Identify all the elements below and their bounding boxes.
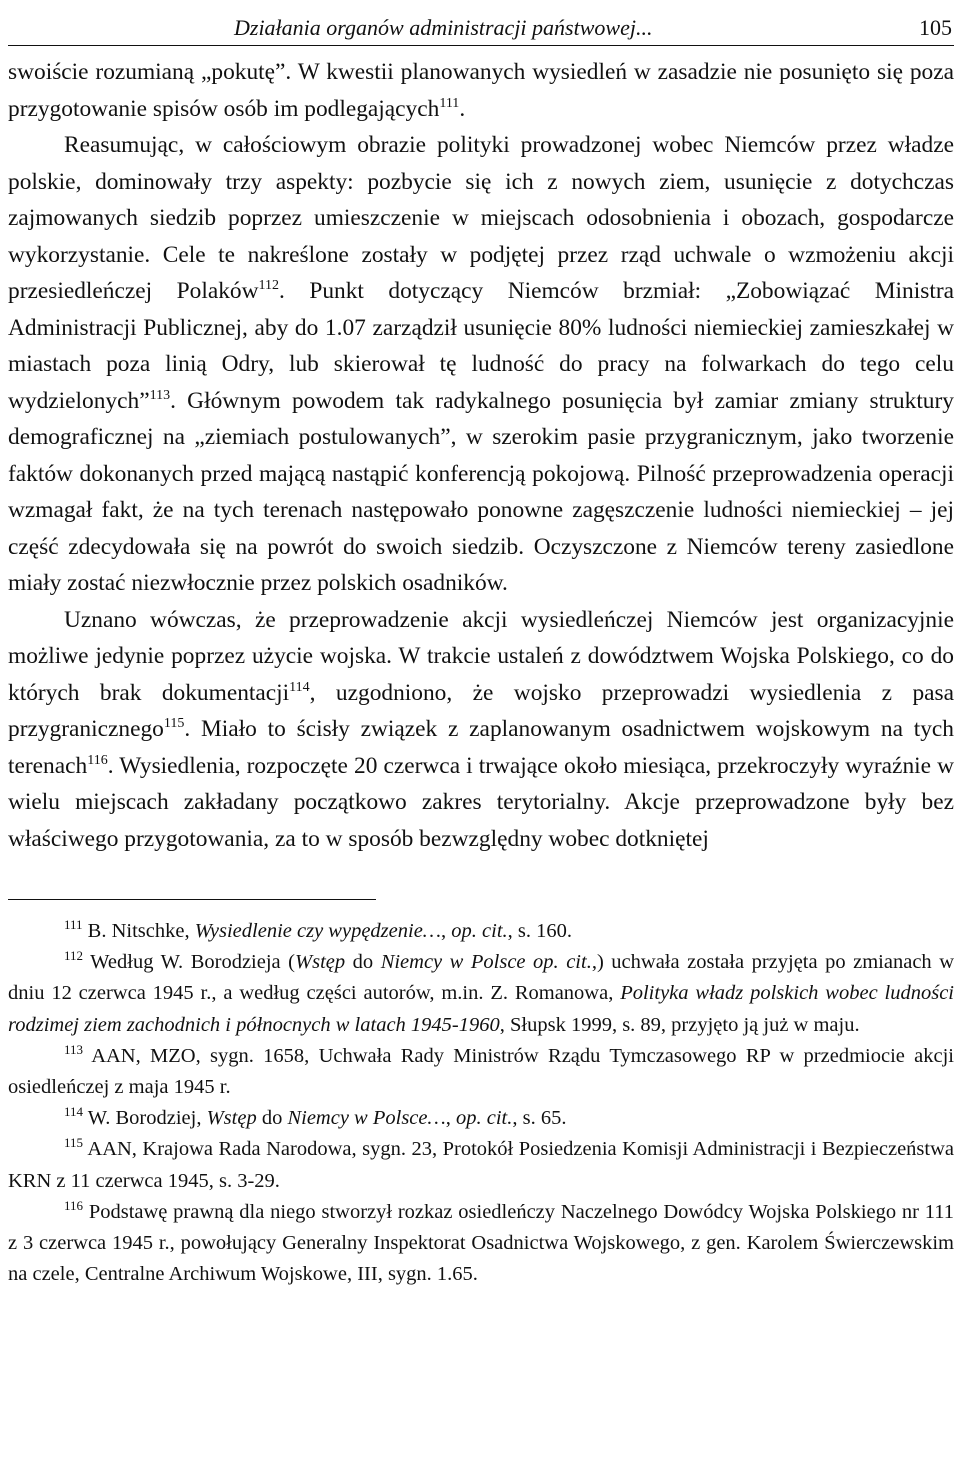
footnote-number: 112 xyxy=(64,948,84,964)
footnote-112 xyxy=(8,947,954,1041)
footnote-separator xyxy=(8,899,376,900)
footnotes xyxy=(8,916,954,1290)
footnote-114 xyxy=(8,1103,954,1134)
page-number: 105 xyxy=(919,15,952,40)
footnote-title: op. cit. xyxy=(455,1107,513,1130)
running-header xyxy=(8,0,954,46)
footnote-title: op. cit. xyxy=(451,920,508,942)
footnote-113 xyxy=(8,1041,954,1103)
main-text xyxy=(8,54,954,857)
paragraph-text: . Miało to ścisły związek z zaplanowanym osadnictwem wojskowym na tych terenach xyxy=(8,716,954,779)
footnote-title: Wysiedlenie czy wypędzenie… xyxy=(194,920,442,942)
footnote-text: AAN, MZO, sygn. 1658, Uchwała Rady Ministrów Rządu Tymczasowego RP w przedmiocie akcji osiedleńczej z maja 1945 r. xyxy=(8,1044,954,1099)
footnote-text: , s. 65. xyxy=(512,1107,567,1130)
footnote-text: , Słupsk 1999, s. 89, przyjęto ją już w maju. xyxy=(499,1013,860,1036)
footnote-title: Polityka władz polskich wobec ludności rodzimej ziem zachodnich i północnych w latach 1945-1960 xyxy=(8,982,955,1036)
footnote-text: Podstawę prawną dla niego stworzył rozkaz osiedleńczy Naczelnego Dowódcy Wojska Polskiego nr 111 z 3 czerwca 1945 r., powołujący Generalny Inspektorat Osadnictwa Wojskowego, z gen. Karolem Świerczewskim na czele, Centralne Archiwum Wojskowe, III, sygn. 1.65. xyxy=(8,1200,954,1286)
footnote-text: , s. 160. xyxy=(507,920,573,942)
paragraph-text: . Wysiedlenia, rozpoczęte 20 czerwca i trwające około miesiąca, przekroczyły wyraźnie w wielu miejscach zakładany początkowo zakres terytorialny. Akcje przeprowadzone były bez właściwego przygotowania, za to w sposób bezwzględny wobec dotkniętej xyxy=(8,752,954,852)
paragraph-text: . Głównym powodem tak radykalnego posunięcia był zamiar zmiany struktury demograficznej na „ziemiach postulowanych”, w szerokim pasie przygranicznym, jako tworzenie faktów dokonanych przed mającą nastąpić konferencją pokojową. Pilność przeprowadzenia operacji wzmagał fakt, że na tych terenach następowało ponowne zagęszczenie ludności niemieckiej – jej część zdecydowała się na powrót do swoich siedzib. Oczyszczone z Niemców tereny zasiedlone miały zostać niezwłocznie przez polskich osadników. xyxy=(8,387,954,596)
footnote-title: Wstęp xyxy=(295,951,346,974)
footnote-ref: 114 xyxy=(289,679,310,695)
footnote-title: Niemcy w Polsce… xyxy=(287,1107,446,1130)
paragraph-text: . Punkt dotyczący Niemców brzmiał: „Zobowiązać Ministra Administracji Publicznej, aby do 1.07 zarządził usunięcie 80% ludności niemieckiej zamieszkałej w miastach poza linią Odry, lub skierował tę ludność do pracy na folwarkach do tego celu wydzielonych” xyxy=(8,278,954,414)
paragraph-text: , uzgodniono, że wojsko przeprowadzi wysiedlenia z pasa przygranicznego xyxy=(8,679,955,742)
paragraph-text: Uznano wówczas, że przeprowadzenie akcji wysiedleńczej Niemców jest organizacyjnie możliwe jedynie poprzez użycie wojska. W trakcie ustaleń z dowództwem Wojska Polskiego, co do których brak dokumentacji xyxy=(8,606,954,706)
paragraph-text: Reasumując, w całościowym obrazie polityki prowadzonej wobec Niemców przez władze polskie, dominowały trzy aspekty: pozbycie się ich z nowych ziem, usunięcie z dotychczas zajmowanych siedzib poprzez umieszczenie w miejscach odosobnienia i obozach, gospodarcze wykorzystanie. Cele te nakreślone zostały w podjętej przez rząd uchwale o wzmożeniu akcji przesiedleńczej Polaków xyxy=(8,132,954,304)
paragraph-1 xyxy=(8,54,954,127)
footnote-text: do xyxy=(345,951,381,974)
footnote-text: Według W. Borodzieja ( xyxy=(83,951,296,974)
footnote-ref: 116 xyxy=(87,752,108,768)
footnote-text: , xyxy=(445,1107,456,1130)
document-page xyxy=(8,0,954,1460)
paragraph-3 xyxy=(8,602,954,858)
footnote-text: W. Borodziej, xyxy=(83,1107,207,1130)
footnote-number: 111 xyxy=(64,917,83,932)
footnote-text: AAN, Krajowa Rada Narodowa, sygn. 23, Protokół Posiedzenia Komisji Administracji i Bezpieczeństwa KRN z 11 czerwca 1945, s. 3-29. xyxy=(8,1138,954,1192)
footnote-title: Wstęp xyxy=(206,1107,257,1130)
footnote-ref: 112 xyxy=(258,278,279,293)
running-header-title: Działania organów administracji państwowej... xyxy=(234,15,653,40)
paragraph-text: . xyxy=(459,95,466,122)
paragraph-text: swoiście rozumianą „pokutę”. W kwestii planowanych wysiedleń w zasadzie nie posunięto się poza przygotowanie spisów osób im podlegających xyxy=(8,59,954,122)
footnote-116 xyxy=(8,1197,954,1291)
footnote-text: B. Nitschke, xyxy=(82,920,195,942)
footnote-text: ,) uchwała została przyjęta po zmianach w dniu 12 czerwca 1945 r., a według części autorów, m.in. Z. Romanowa, xyxy=(8,951,955,1005)
footnote-number: 114 xyxy=(64,1104,84,1120)
footnote-number: 116 xyxy=(64,1197,84,1213)
footnote-ref: 113 xyxy=(149,387,171,403)
footnote-title: Niemcy w Polsce op. cit. xyxy=(380,951,592,974)
footnote-115 xyxy=(8,1134,954,1196)
footnote-text: , xyxy=(441,920,452,942)
footnote-number: 115 xyxy=(64,1135,84,1151)
paragraph-2 xyxy=(8,127,954,602)
footnote-111 xyxy=(8,916,954,947)
footnote-text: do xyxy=(256,1107,288,1130)
footnote-ref: 115 xyxy=(163,716,185,731)
footnote-ref: 111 xyxy=(439,95,460,111)
footnote-number: 113 xyxy=(64,1041,84,1057)
